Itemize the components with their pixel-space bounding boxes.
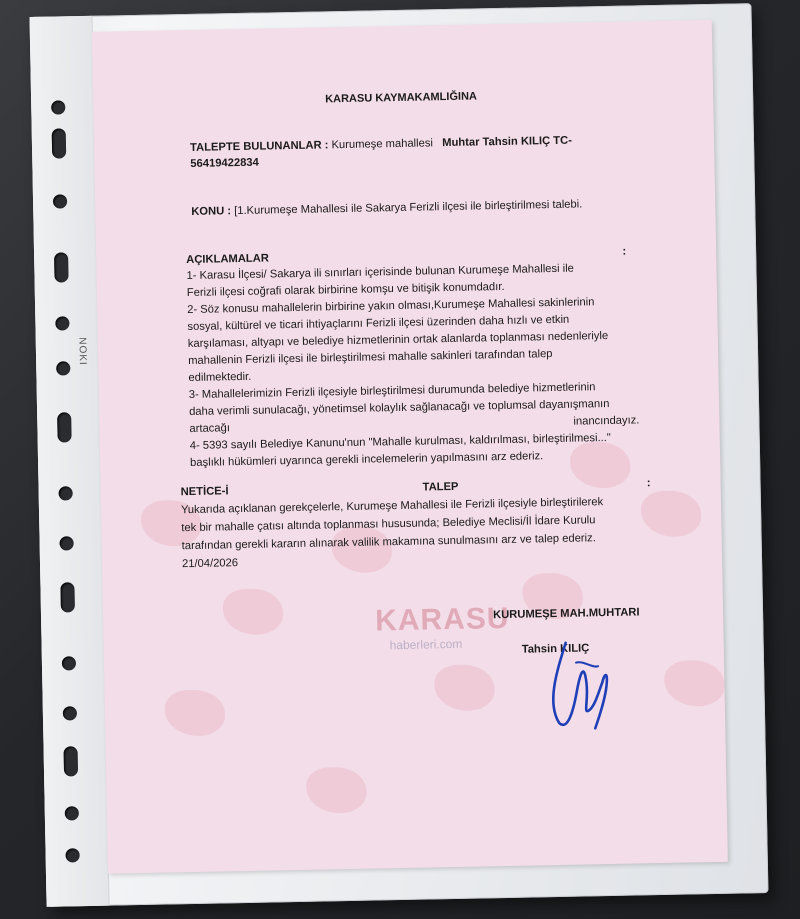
conclusion-line: tarafından gerekli kararın alınarak valilik makamına sunulmasını arz ve talep ederiz. <box>181 532 596 553</box>
watermark-subtext: haberleri.com <box>389 636 463 653</box>
applicant-value: Kurumeşe mahallesi <box>331 137 433 152</box>
punch-hole <box>59 486 73 500</box>
conclusion-colon: : <box>646 477 651 490</box>
punch-hole <box>60 536 74 550</box>
explanation-line: inancındayız. <box>573 414 640 428</box>
conclusion-line: tek bir mahalle çatısı altında toplanması hususunda; Belediye Meclisi/İl İdare Kurulu <box>181 514 596 535</box>
subject-line <box>191 198 582 218</box>
explanation-line: başlıklı hükümleri uyarınca gerekli incelemelerin yapılmasını arz ederiz. <box>190 450 544 470</box>
punch-hole <box>57 412 72 442</box>
explanation-line: Ferizli ilçesi coğrafi olarak birbirine komşu ve bitişik konumdadır. <box>186 280 505 300</box>
signer-name: Tahsin KILIÇ <box>521 642 590 656</box>
explanation-line: 2- Söz konusu mahallelerin birbirine yakın olması,Kurumeşe Mahallesi sakinlerinin <box>187 296 595 317</box>
punch-hole <box>51 100 65 114</box>
document-heading: KARASU KAYMAKAMLIĞINA <box>325 90 478 106</box>
explanation-line: 3- Mahallelerimizin Ferizli ilçesiyle birleştirilmesi durumunda belediye hizmetlerinin <box>188 381 596 402</box>
punch-hole <box>56 361 70 375</box>
explanations-colon: : <box>622 245 627 258</box>
explanation-line: 1- Karasu İlçesi/ Sakarya ili sınırları içerisinde bulunan Kurumeşe Mahallesi ile <box>186 262 574 283</box>
explanation-line: sosyal, kültürel ve ticari ihtiyaçlarını Ferizli ilçesi üzerinden daha hızlı ve etkin <box>187 313 570 334</box>
conclusion-line: Yukarıda açıklanan gerekçelerle, Kurumeşe Mahallesi ile Ferizli ilçesiyle birleştirilerek <box>180 496 604 517</box>
punch-hole <box>60 582 75 612</box>
plastic-sleeve <box>30 3 769 907</box>
punch-hole <box>65 806 79 820</box>
punch-hole <box>62 656 76 670</box>
document-body <box>92 20 728 874</box>
explanation-line: karşılaması, altyapı ve belediye hizmetlerinin ortak alanlarda toplanması nedenleriyle <box>187 329 609 351</box>
explanation-line: mahallenin Ferizli ilçesi ile birleştirilmesi mahalle sakinleri tarafından talep <box>188 348 553 368</box>
document-date: 21/04/2026 <box>181 557 239 571</box>
punch-hole <box>64 746 79 776</box>
applicant-line <box>190 135 572 154</box>
applicant-label: TALEPTE BULUNANLAR : <box>189 139 329 154</box>
punch-hole <box>65 848 79 862</box>
applicant-person: Muhtar Tahsin KILIÇ TC- <box>442 134 572 150</box>
subject-value: [1.Kurumeşe Mahallesi ile Sakarya Ferizli ilçesi ile birleştirilmesi talebi. <box>234 198 583 218</box>
conclusion-label: NETİCE-İ <box>180 485 229 499</box>
explanation-line: artacağı <box>189 422 231 436</box>
explanation-line: 4- 5393 sayılı Belediye Kanunu'nun "Mahalle kurulması, kaldırılması, birleştirilmesi..." <box>189 431 611 453</box>
document-paper <box>92 20 728 874</box>
punch-hole <box>55 316 69 330</box>
watermark-brand: KARASU <box>374 601 510 638</box>
explanation-line: daha verimli sunulacağı, yönetimsel kolaylık sağlanacağı ve toplumsal dayanışmanın <box>189 397 610 419</box>
explanation-line: edilmektedir. <box>188 370 252 385</box>
subject-label: KONU : <box>191 205 232 218</box>
punch-hole <box>63 706 77 720</box>
punch-hole <box>52 128 67 158</box>
punch-hole <box>54 252 69 282</box>
request-label: TALEP <box>422 480 459 494</box>
punch-hole <box>53 194 67 208</box>
sleeve-brand-text: NOKI <box>76 337 88 366</box>
applicant-tc: 56419422834 <box>190 156 259 170</box>
explanations-label: AÇIKLAMALAR <box>186 252 269 267</box>
handwritten-signature <box>535 622 627 734</box>
signer-title: KURUMEŞE MAH.MUHTARI <box>492 606 640 622</box>
